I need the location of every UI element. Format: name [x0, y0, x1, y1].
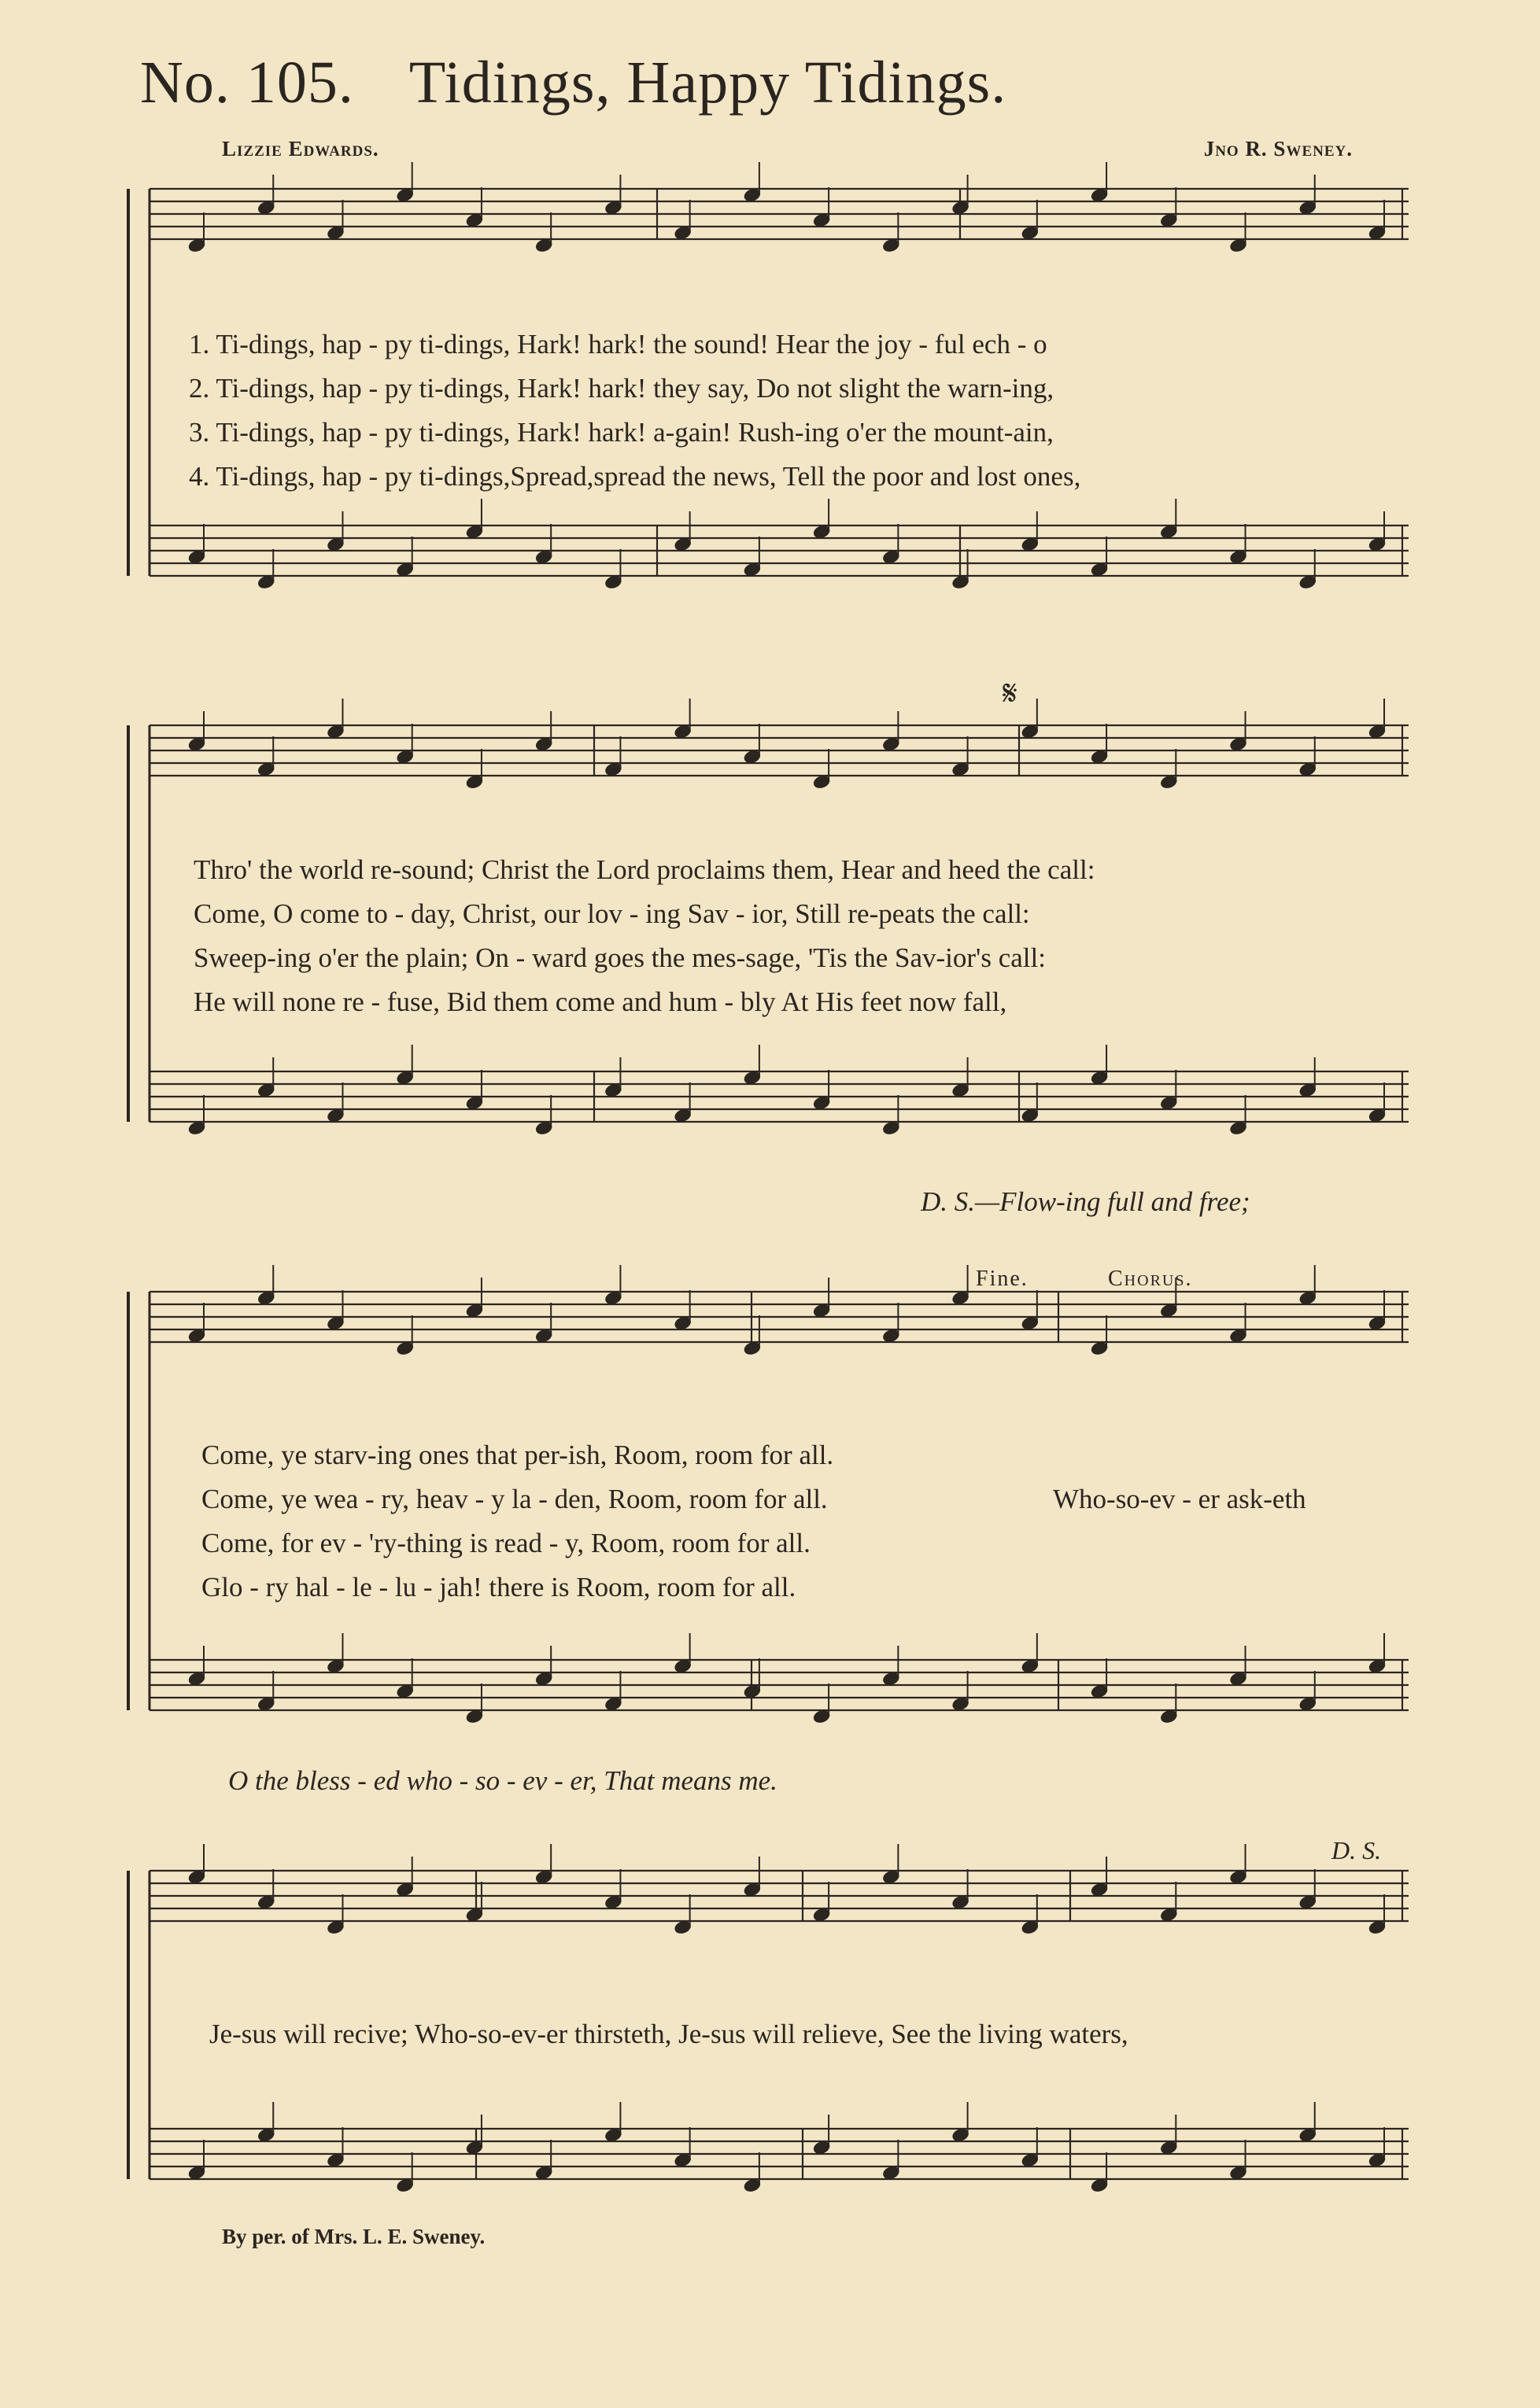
segno-sign: 𝄋: [1003, 674, 1019, 713]
permission-credit: By per. of Mrs. L. E. Sweney.: [222, 2225, 486, 2248]
verse-2-line-1: 2. Ti-dings, hap - py ti-dings, Hark! hark! they say, Do not slight the warn-ing,: [189, 373, 1054, 404]
chorus-line-2: Je-sus will recive; Who-so-ev-er thirsteth, Je-sus will relieve, See the living waters,: [209, 2019, 1128, 2049]
ds-mark: D. S.: [1331, 1836, 1382, 1864]
ds-instruction: D. S.—Flow-ing full and free;: [921, 1186, 1250, 1217]
chorus-lyric: Who-so-ev - er ask-eth: [1053, 1484, 1306, 1514]
verse-4-line-3: Glo - ry hal - le - lu - jah! there is Room, room for all.: [201, 1572, 796, 1602]
chorus-label: Chorus.: [1108, 1267, 1193, 1291]
verse-3-line-1: 3. Ti-dings, hap - py ti-dings, Hark! hark! a-gain! Rush-ing o'er the mount-ain,: [189, 417, 1054, 448]
author-credit: Lizzie Edwards.: [222, 137, 379, 160]
verse-4-line-2: He will none re - fuse, Bid them come and hum - bly At His feet now fall,: [194, 986, 1007, 1017]
hymn-title: Tidings, Happy Tidings.: [408, 50, 1007, 116]
verse-2-line-3: Come, ye wea - ry, heav - y la - den, Room, room for all.: [201, 1484, 828, 1514]
hymn-number: No. 105.: [140, 50, 354, 116]
verse-2-line-2: Come, O come to - day, Christ, our lov - ing Sav - ior, Still re-peats the call:: [194, 898, 1030, 929]
verse-3-line-3: Come, for ev - 'ry-thing is read - y, Room, room for all.: [201, 1528, 811, 1558]
bass-lyric: O the bless - ed who - so - ev - er, That means me.: [228, 1765, 777, 1796]
composer-credit: Jno R. Sweney.: [1203, 137, 1353, 160]
verse-1-line-1: 1. Ti-dings, hap - py ti-dings, Hark! hark! the sound! Hear the joy - ful ech - o: [189, 329, 1047, 360]
verse-4-line-1: 4. Ti-dings, hap - py ti-dings,Spread,spread the news, Tell the poor and lost ones,: [189, 461, 1081, 492]
verse-1-line-2: Thro' the world re-sound; Christ the Lord proclaims them, Hear and heed the call:: [194, 854, 1095, 885]
fine-label: Fine.: [976, 1267, 1029, 1291]
verse-3-line-2: Sweep-ing o'er the plain; On - ward goes the mes-sage, 'Tis the Sav-ior's call:: [194, 942, 1046, 973]
verse-1-line-3: Come, ye starv-ing ones that per-ish, Room, room for all.: [201, 1440, 834, 1470]
